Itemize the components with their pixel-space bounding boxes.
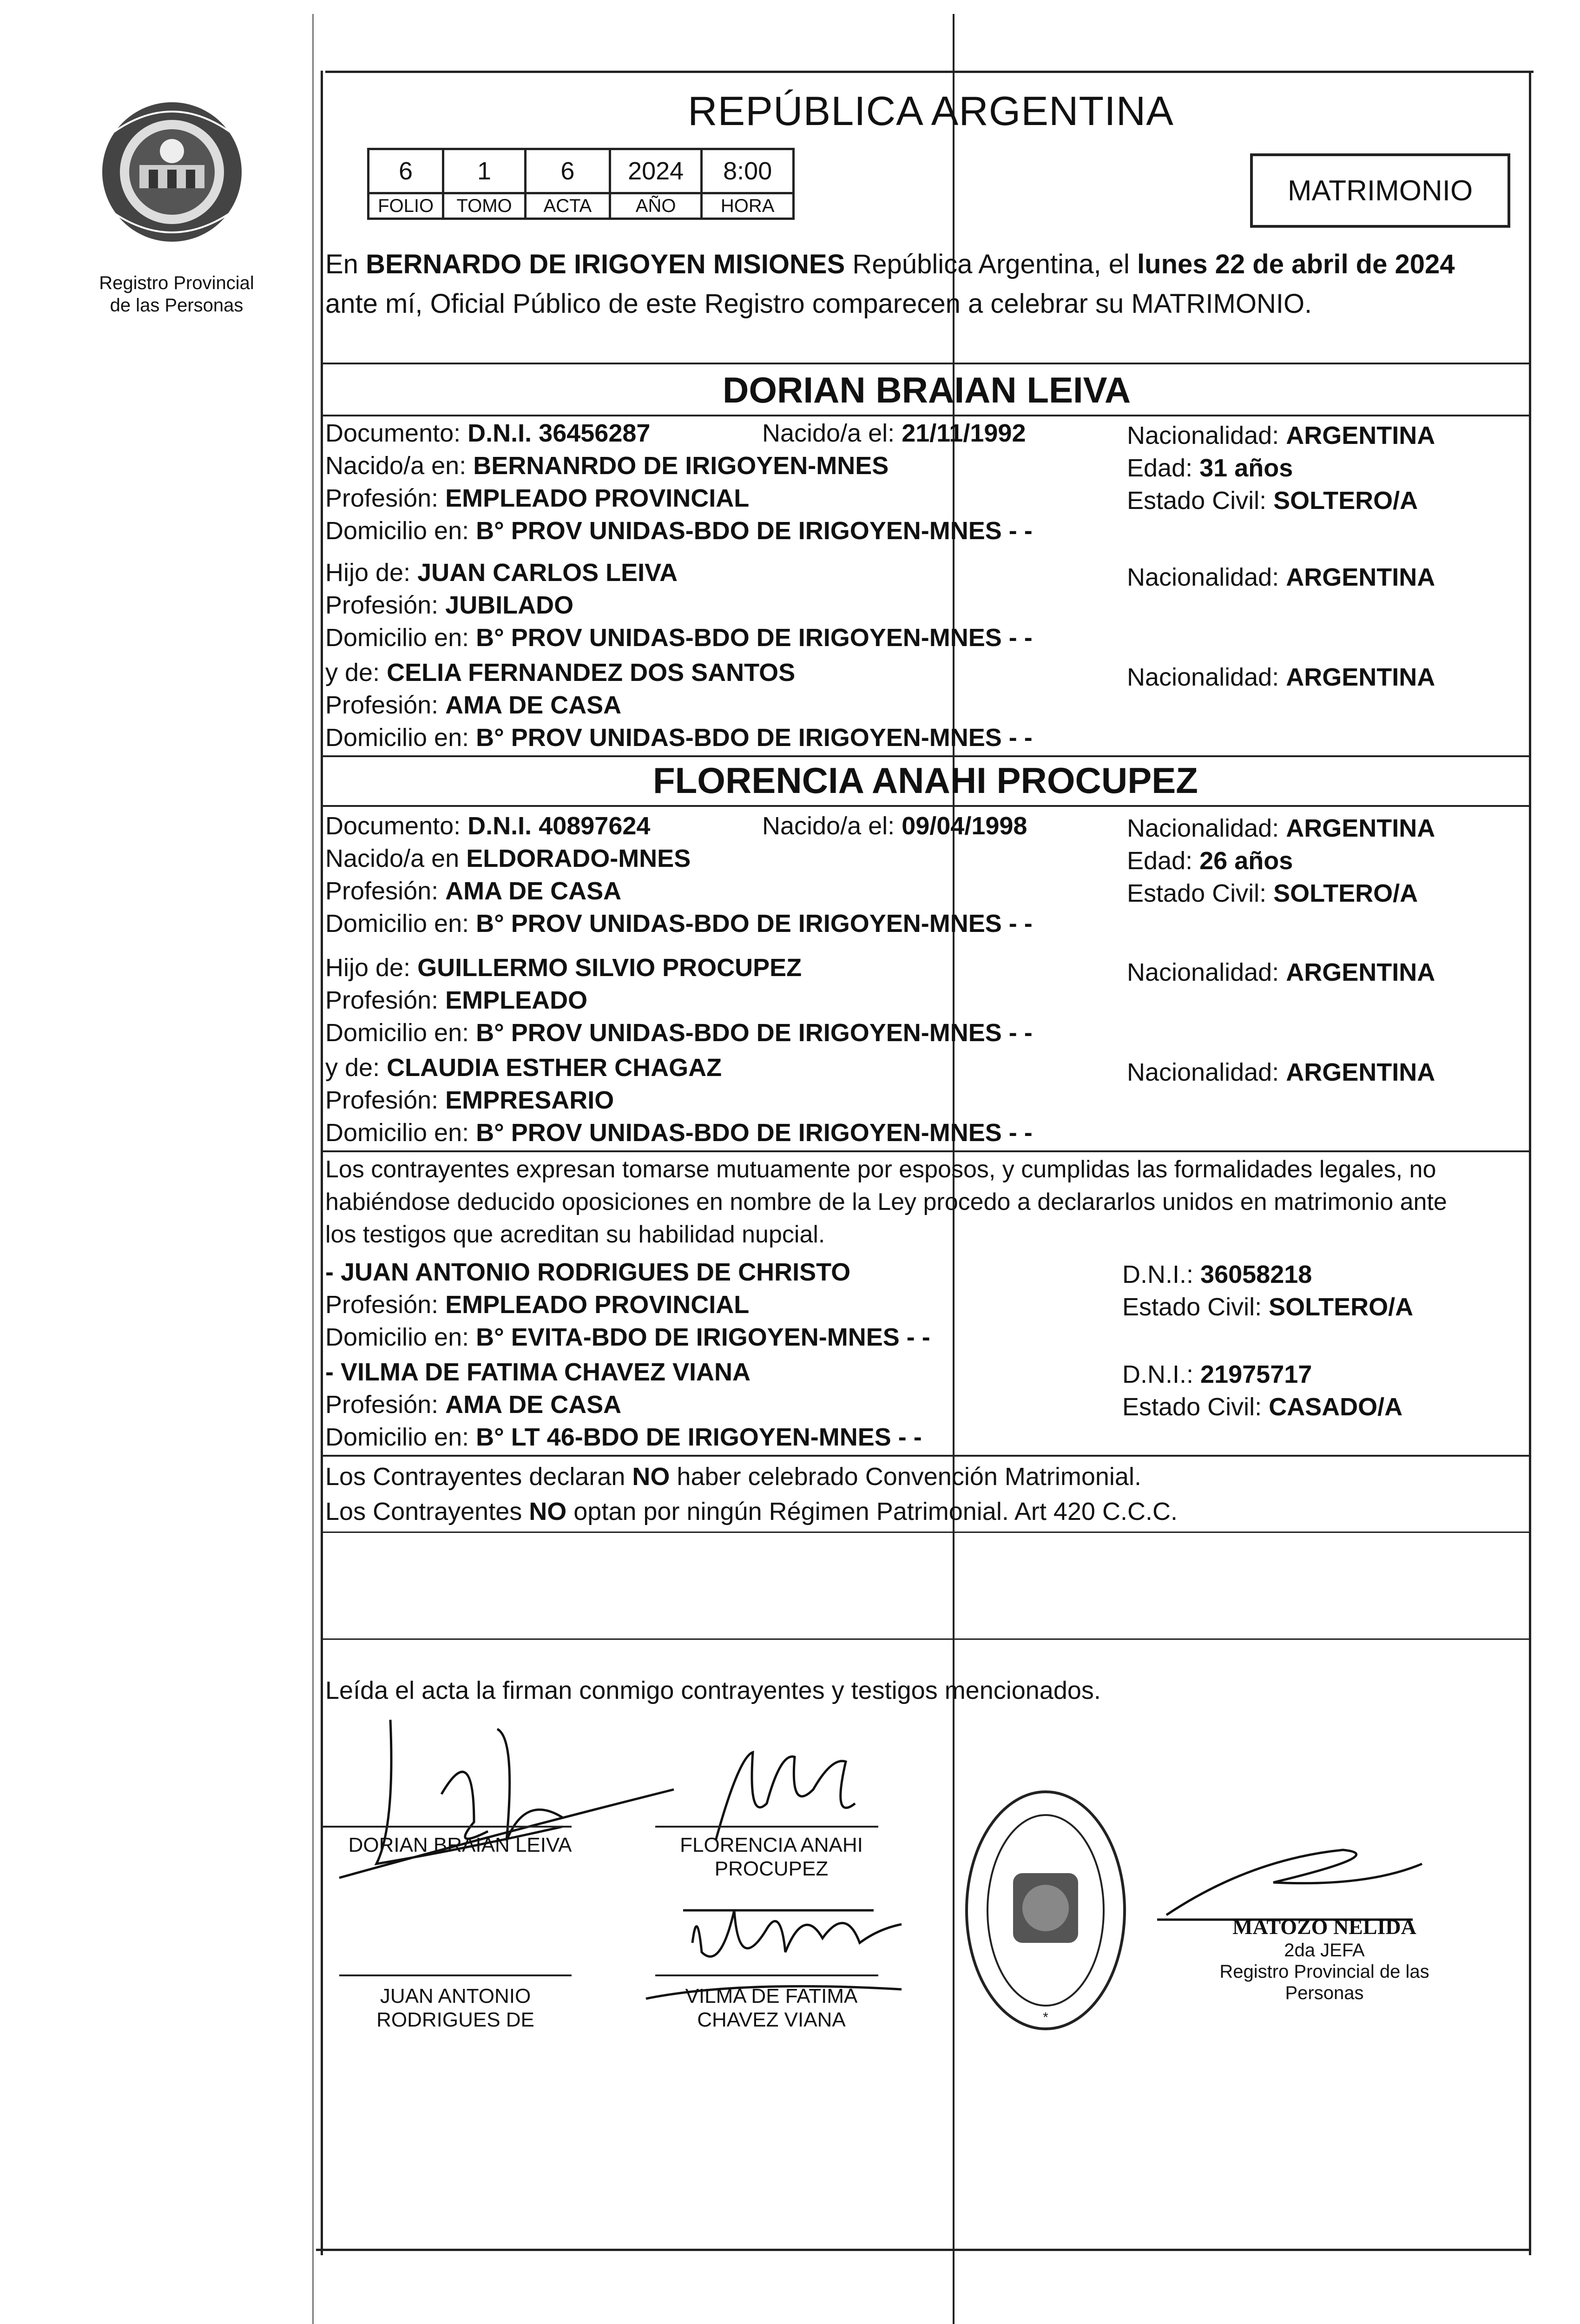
- folio-label: FOLIO: [369, 193, 443, 219]
- declaration-line-1: Los contrayentes expresan tomarse mutuamente por esposos, y cumplidas las formalidades legales, no: [325, 1156, 1436, 1183]
- separator-2: [321, 415, 1531, 416]
- signature-label-spouse2: FLORENCIA ANAHI PROCUPEZ: [680, 1834, 863, 1880]
- spouse1-father-profession: Profesión: JUBILADO: [325, 591, 574, 619]
- witness2-civil-status: Estado Civil: CASADO/A: [1122, 1393, 1403, 1421]
- signature-label-witness1: JUAN ANTONIO RODRIGUES DE: [376, 1985, 534, 2031]
- tomo-label: TOMO: [443, 193, 526, 219]
- spouse2-birthplace: Nacido/a en ELDORADO-MNES: [325, 845, 691, 872]
- spouse2-document: Documento: D.N.I. 40897624: [325, 812, 651, 840]
- spouse1-mother-address: Domicilio en: B° PROV UNIDAS-BDO DE IRIGOYEN-MNES - -: [325, 724, 1033, 752]
- spouse1-address: Domicilio en: B° PROV UNIDAS-BDO DE IRIGOYEN-MNES - -: [325, 517, 1033, 545]
- spouse2-mother-address: Domicilio en: B° PROV UNIDAS-BDO DE IRIGOYEN-MNES - -: [325, 1119, 1033, 1147]
- spouse2-address: Domicilio en: B° PROV UNIDAS-BDO DE IRIGOYEN-MNES - -: [325, 910, 1033, 938]
- witness2-profession: Profesión: AMA DE CASA: [325, 1391, 622, 1419]
- spouse1-birthdate: Nacido/a el: 21/11/1992: [762, 419, 1026, 447]
- spouse1-mother: y de: CELIA FERNANDEZ DOS SANTOS: [325, 659, 796, 687]
- svg-text:*: *: [1043, 2010, 1048, 2025]
- folio-value: 6: [369, 149, 443, 193]
- spouse2-father-nationality: Nacionalidad: ARGENTINA: [1127, 958, 1435, 986]
- signature-label-witness2: VILMA DE FATIMA CHAVEZ VIANA: [685, 1985, 858, 2031]
- registry-stamp-icon: [957, 1780, 1134, 2040]
- year-label: AÑO: [610, 193, 702, 219]
- spouse2-civil-status: Estado Civil: SOLTERO/A: [1127, 879, 1418, 907]
- separator-4: [321, 805, 1531, 807]
- spouse2-nationality: Nacionalidad: ARGENTINA: [1127, 814, 1435, 842]
- separator-1: [321, 363, 1531, 364]
- witness1-dni: D.N.I.: 36058218: [1122, 1261, 1312, 1288]
- spouse2-mother: y de: CLAUDIA ESTHER CHAGAZ: [325, 1054, 722, 1082]
- act-type-label: MATRIMONIO: [1287, 174, 1473, 207]
- spouse1-age: Edad: 31 años: [1127, 454, 1293, 482]
- intro-line-2: ante mí, Oficial Público de este Registro comparecen a celebrar su MATRIMONIO.: [325, 289, 1312, 319]
- spouse1-father: Hijo de: JUAN CARLOS LEIVA: [325, 559, 678, 587]
- separator-7: [321, 1532, 1531, 1533]
- declaration-line-2: habiéndose deducido oposiciones en nombre de la Ley procedo a declararlos unidos en matrimonio ante: [325, 1188, 1447, 1215]
- witness2-dni: D.N.I.: 21975717: [1122, 1360, 1312, 1388]
- left-margin-line: [312, 14, 314, 2324]
- spouse1-birthplace: Nacido/a en: BERNANRDO DE IRIGOYEN-MNES: [325, 452, 889, 480]
- spouse1-profession: Profesión: EMPLEADO PROVINCIAL: [325, 484, 750, 512]
- signature-label-spouse1: DORIAN BRAIAN LEIVA: [348, 1834, 572, 1856]
- witness1-name: - JUAN ANTONIO RODRIGUES DE CHRISTO: [325, 1258, 851, 1286]
- spouse2-mother-nationality: Nacionalidad: ARGENTINA: [1127, 1058, 1435, 1086]
- province-seal-icon: [88, 95, 256, 249]
- spouse2-age: Edad: 26 años: [1127, 847, 1293, 875]
- registry-logo: [88, 95, 256, 249]
- tomo-value: 1: [443, 149, 526, 193]
- spouse1-name: DORIAN BRAIAN LEIVA: [723, 370, 1131, 410]
- spouse1-father-nationality: Nacionalidad: ARGENTINA: [1127, 563, 1435, 591]
- regime-line-2: Los Contrayentes NO optan por ningún Régimen Patrimonial. Art 420 C.C.C.: [325, 1498, 1178, 1525]
- spouse2-profession: Profesión: AMA DE CASA: [325, 877, 622, 905]
- declaration-line-3: los testigos que acreditan su habilidad nupcial.: [325, 1221, 825, 1248]
- spouse1-mother-nationality: Nacionalidad: ARGENTINA: [1127, 663, 1435, 691]
- witness1-civil-status: Estado Civil: SOLTERO/A: [1122, 1293, 1414, 1321]
- frame-top: [325, 71, 1534, 73]
- separator-3: [321, 755, 1531, 757]
- separator-5: [321, 1150, 1531, 1152]
- country-title: REPÚBLICA ARGENTINA: [688, 88, 1174, 134]
- official-stamp: [957, 1780, 1134, 2040]
- spouse1-mother-profession: Profesión: AMA DE CASA: [325, 691, 622, 719]
- acta-value: 6: [525, 149, 610, 193]
- spouse2-name: FLORENCIA ANAHI PROCUPEZ: [653, 760, 1198, 801]
- official-signature: MATOZO NELIDA 2da JEFA Registro Provincial de las Personas: [1219, 1915, 1429, 2003]
- witness1-profession: Profesión: EMPLEADO PROVINCIAL: [325, 1291, 750, 1319]
- spouse1-nationality: Nacionalidad: ARGENTINA: [1127, 422, 1435, 449]
- spouse2-father-profession: Profesión: EMPLEADO: [325, 986, 588, 1014]
- act-type-box: [1250, 153, 1510, 228]
- registry-logo-caption: Registro Provincial de las Personas: [99, 273, 254, 316]
- spouse1-civil-status: Estado Civil: SOLTERO/A: [1127, 487, 1418, 515]
- spouse1-document: Documento: D.N.I. 36456287: [325, 419, 651, 447]
- spouse2-birthdate: Nacido/a el: 09/04/1998: [762, 812, 1027, 840]
- spouse2-father-address: Domicilio en: B° PROV UNIDAS-BDO DE IRIGOYEN-MNES - -: [325, 1019, 1033, 1047]
- spouse2-father: Hijo de: GUILLERMO SILVIO PROCUPEZ: [325, 954, 802, 982]
- hour-label: HORA: [702, 193, 794, 219]
- witness2-address: Domicilio en: B° LT 46-BDO DE IRIGOYEN-MNES - -: [325, 1423, 922, 1451]
- record-fields-table: [367, 148, 795, 220]
- intro-line-1: En BERNARDO DE IRIGOYEN MISIONES República Argentina, el lunes 22 de abril de 2024: [325, 249, 1455, 279]
- regime-line-1: Los Contrayentes declaran NO haber celebrado Convención Matrimonial.: [325, 1463, 1141, 1491]
- spouse1-father-address: Domicilio en: B° PROV UNIDAS-BDO DE IRIGOYEN-MNES - -: [325, 624, 1033, 652]
- closing-statement: Leída el acta la firman conmigo contrayentes y testigos mencionados.: [325, 1677, 1101, 1704]
- separator-8: [321, 1638, 1531, 1640]
- witness2-name: - VILMA DE FATIMA CHAVEZ VIANA: [325, 1358, 750, 1386]
- frame-bottom: [316, 2249, 1531, 2251]
- separator-6: [321, 1455, 1531, 1457]
- hour-value: 8:00: [702, 149, 794, 193]
- year-value: 2024: [610, 149, 702, 193]
- witness1-address: Domicilio en: B° EVITA-BDO DE IRIGOYEN-MNES - -: [325, 1323, 930, 1351]
- acta-label: ACTA: [525, 193, 610, 219]
- spouse2-mother-profession: Profesión: EMPRESARIO: [325, 1086, 614, 1114]
